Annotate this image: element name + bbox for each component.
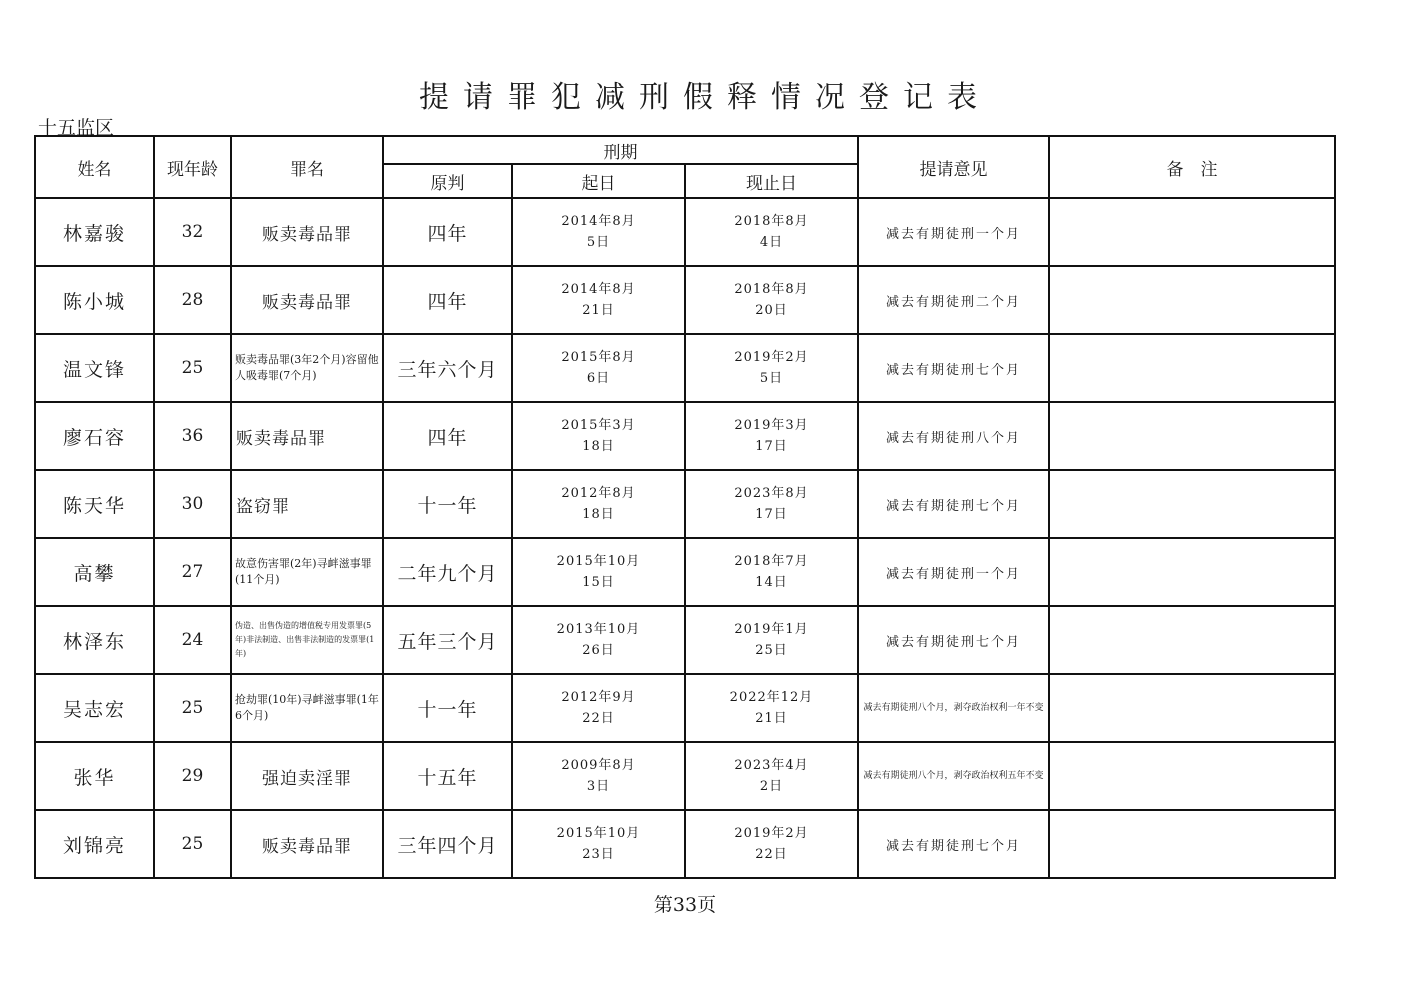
cell-remarks — [1049, 334, 1335, 402]
end-day: 25日 — [755, 643, 788, 658]
table-row — [35, 810, 1335, 878]
end-day: 17日 — [755, 439, 788, 454]
cell-original: 三年四个月 — [383, 810, 512, 878]
cell-opinion: 减去有期徒刑二个月 — [858, 266, 1049, 334]
cell-opinion: 减去有期徒刑八个月，剥夺政治权利一年不变 — [858, 674, 1049, 742]
table-row — [35, 470, 1335, 538]
cell-age: 29 — [154, 742, 231, 810]
start-month: 2015年10月 — [556, 826, 641, 841]
end-day: 22日 — [755, 847, 788, 862]
header-start: 起日 — [512, 164, 685, 198]
registration-table — [34, 135, 1336, 879]
cell-opinion: 减去有期徒刑七个月 — [858, 470, 1049, 538]
start-month: 2014年8月 — [561, 282, 636, 297]
cell-start — [512, 266, 685, 334]
cell-age: 28 — [154, 266, 231, 334]
start-day: 23日 — [582, 847, 615, 862]
cell-opinion: 减去有期徒刑八个月，剥夺政治权利五年不变 — [858, 742, 1049, 810]
cell-original: 五年三个月 — [383, 606, 512, 674]
header-end: 现止日 — [685, 164, 858, 198]
start-day: 18日 — [582, 439, 615, 454]
end-month: 2019年2月 — [734, 350, 809, 365]
cell-start — [512, 606, 685, 674]
cell-original: 四年 — [383, 402, 512, 470]
cell-crime: 贩卖毒品罪 — [231, 810, 383, 878]
start-day: 3日 — [586, 779, 611, 794]
start-day: 21日 — [582, 303, 615, 318]
cell-age: 25 — [154, 810, 231, 878]
cell-age: 30 — [154, 470, 231, 538]
start-day: 6日 — [586, 371, 611, 386]
cell-start — [512, 334, 685, 402]
header-original: 原判 — [383, 164, 512, 198]
start-day: 15日 — [582, 575, 615, 590]
cell-remarks — [1049, 266, 1335, 334]
table-row — [35, 198, 1335, 266]
cell-end — [685, 538, 858, 606]
header-sentence: 刑期 — [383, 136, 858, 164]
cell-original: 三年六个月 — [383, 334, 512, 402]
cell-original: 二年九个月 — [383, 538, 512, 606]
header-opinion: 提请意见 — [858, 136, 1049, 198]
cell-start — [512, 810, 685, 878]
cell-age: 25 — [154, 334, 231, 402]
cell-age: 32 — [154, 198, 231, 266]
cell-crime: 强迫卖淫罪 — [231, 742, 383, 810]
cell-opinion: 减去有期徒刑七个月 — [858, 810, 1049, 878]
cell-name: 吴志宏 — [35, 674, 154, 742]
cell-crime: 故意伤害罪(2年)寻衅滋事罪(11个月) — [231, 538, 383, 606]
cell-remarks — [1049, 402, 1335, 470]
cell-start — [512, 674, 685, 742]
cell-crime: 贩卖毒品罪(3年2个月)容留他人吸毒罪(7个月) — [231, 334, 383, 402]
start-month: 2012年9月 — [561, 690, 636, 705]
cell-opinion: 减去有期徒刑八个月 — [858, 402, 1049, 470]
table-row — [35, 538, 1335, 606]
cell-opinion: 减去有期徒刑一个月 — [858, 538, 1049, 606]
cell-start — [512, 402, 685, 470]
end-month: 2018年7月 — [734, 554, 809, 569]
cell-end — [685, 334, 858, 402]
end-day: 14日 — [755, 575, 788, 590]
start-month: 2014年8月 — [561, 214, 636, 229]
cell-name: 林嘉骏 — [35, 198, 154, 266]
cell-original: 十一年 — [383, 470, 512, 538]
cell-remarks — [1049, 606, 1335, 674]
end-day: 20日 — [755, 303, 788, 318]
table-row — [35, 266, 1335, 334]
start-month: 2013年10月 — [556, 622, 641, 637]
start-month: 2009年8月 — [561, 758, 636, 773]
start-day: 22日 — [582, 711, 615, 726]
cell-remarks — [1049, 470, 1335, 538]
cell-age: 25 — [154, 674, 231, 742]
cell-end — [685, 810, 858, 878]
end-month: 2018年8月 — [734, 282, 809, 297]
table-row — [35, 334, 1335, 402]
cell-remarks — [1049, 538, 1335, 606]
cell-end — [685, 266, 858, 334]
cell-end — [685, 470, 858, 538]
cell-remarks — [1049, 198, 1335, 266]
cell-original: 十一年 — [383, 674, 512, 742]
cell-name: 温文锋 — [35, 334, 154, 402]
cell-name: 陈小城 — [35, 266, 154, 334]
cell-name: 林泽东 — [35, 606, 154, 674]
end-month: 2019年3月 — [734, 418, 809, 433]
start-month: 2015年3月 — [561, 418, 636, 433]
cell-name: 张华 — [35, 742, 154, 810]
header-crime: 罪名 — [231, 136, 383, 198]
document-title: 提请罪犯减刑假释情况登记表 — [419, 80, 991, 115]
cell-crime: 贩卖毒品罪 — [231, 198, 383, 266]
department-label: 十五监区 — [38, 117, 115, 139]
cell-start — [512, 742, 685, 810]
cell-crime: 贩卖毒品罪 — [231, 266, 383, 334]
end-month: 2023年8月 — [734, 486, 809, 501]
start-month: 2015年10月 — [556, 554, 641, 569]
cell-opinion: 减去有期徒刑七个月 — [858, 606, 1049, 674]
cell-start — [512, 198, 685, 266]
cell-remarks — [1049, 674, 1335, 742]
header-remarks: 备 注 — [1049, 136, 1335, 198]
end-month: 2019年2月 — [734, 826, 809, 841]
end-month: 2023年4月 — [734, 758, 809, 773]
cell-crime: 贩卖毒品罪 — [231, 402, 383, 470]
cell-opinion: 减去有期徒刑一个月 — [858, 198, 1049, 266]
end-day: 5日 — [759, 371, 784, 386]
cell-age: 27 — [154, 538, 231, 606]
cell-remarks — [1049, 810, 1335, 878]
cell-original: 四年 — [383, 266, 512, 334]
page-number: 第33页 — [653, 894, 717, 916]
start-month: 2015年8月 — [561, 350, 636, 365]
cell-opinion: 减去有期徒刑七个月 — [858, 334, 1049, 402]
start-day: 26日 — [582, 643, 615, 658]
end-day: 2日 — [759, 779, 784, 794]
cell-crime: 抢劫罪(10年)寻衅滋事罪(1年6个月) — [231, 674, 383, 742]
start-month: 2012年8月 — [561, 486, 636, 501]
cell-age: 24 — [154, 606, 231, 674]
cell-end — [685, 198, 858, 266]
cell-crime: 盗窃罪 — [231, 470, 383, 538]
cell-age: 36 — [154, 402, 231, 470]
table-row — [35, 402, 1335, 470]
cell-name: 陈天华 — [35, 470, 154, 538]
table-row — [35, 742, 1335, 810]
cell-end — [685, 742, 858, 810]
start-day: 18日 — [582, 507, 615, 522]
cell-name: 廖石容 — [35, 402, 154, 470]
end-day: 21日 — [755, 711, 788, 726]
cell-name: 高攀 — [35, 538, 154, 606]
end-month: 2019年1月 — [734, 622, 809, 637]
cell-crime: 伪造、出售伪造的增值税专用发票罪(5年)非法制造、出售非法制造的发票罪(1年) — [231, 606, 383, 674]
table-row — [35, 674, 1335, 742]
cell-original: 十五年 — [383, 742, 512, 810]
end-day: 4日 — [759, 235, 784, 250]
header-name: 姓名 — [35, 136, 154, 198]
cell-end — [685, 674, 858, 742]
cell-start — [512, 470, 685, 538]
table-row — [35, 606, 1335, 674]
cell-end — [685, 606, 858, 674]
end-month: 2018年8月 — [734, 214, 809, 229]
cell-end — [685, 402, 858, 470]
cell-name: 刘锦亮 — [35, 810, 154, 878]
end-day: 17日 — [755, 507, 788, 522]
cell-start — [512, 538, 685, 606]
cell-remarks — [1049, 742, 1335, 810]
start-day: 5日 — [586, 235, 611, 250]
header-age: 现年龄 — [154, 136, 231, 198]
end-month: 2022年12月 — [729, 690, 814, 705]
cell-original: 四年 — [383, 198, 512, 266]
